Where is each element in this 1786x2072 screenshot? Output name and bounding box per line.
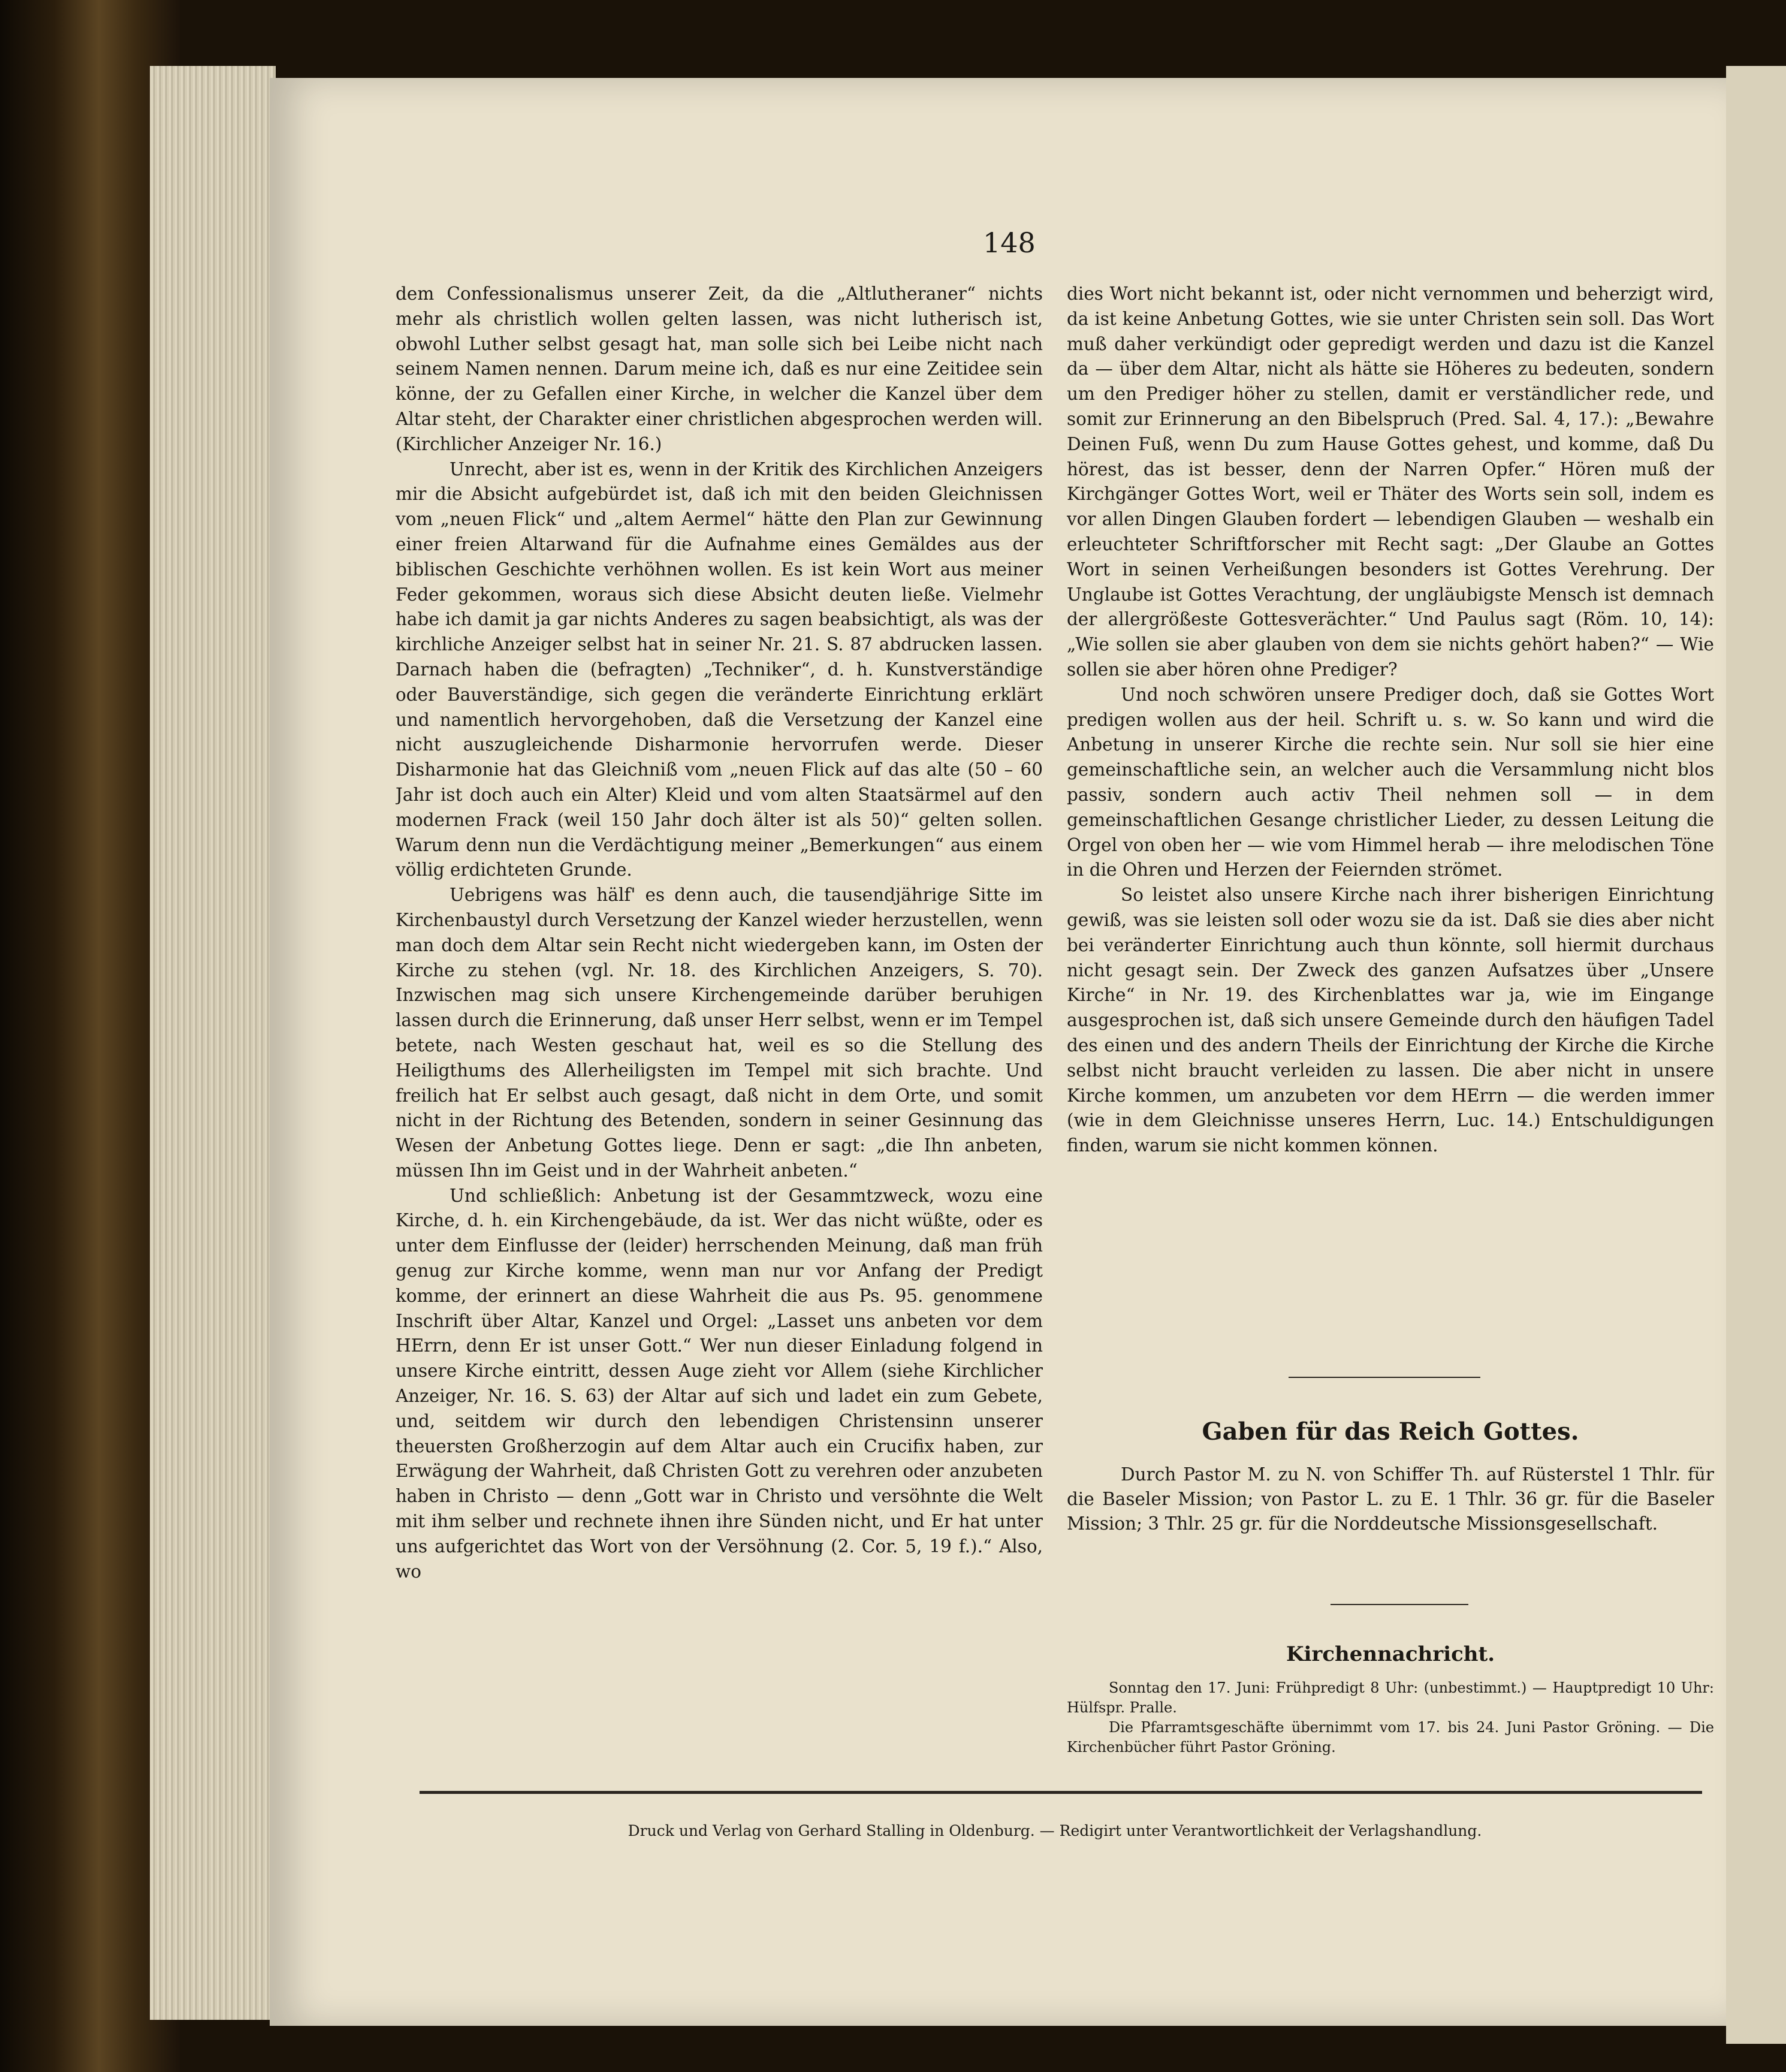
section-divider-2: [1331, 1604, 1468, 1605]
church-news-heading: Kirchennachricht.: [1286, 1642, 1495, 1666]
left-column: [396, 282, 1043, 1792]
church-news-body: [1067, 1678, 1714, 1757]
right-paragraph-3: So leistet also unsere Kirche nach ihrer bisherigen Einrichtung gewiß, was sie leisten soll oder wozu sie da ist. Daß sie dies aber nicht bei veränderter Einrichtung auch thun könnte, soll hiermit durchaus nicht gesagt sein. Der Zweck des ganzen Aufsatzes über „Unsere Kirche“ in Nr. 19. des Kirchenblattes war ja, wie im Eingange ausgesprochen ist, daß sich unsere Gemeinde durch den häufigen Tadel des einen und des andern Theils der Einrichtung der Kirche die Kirche selbst nicht braucht verleiden zu lassen. Die aber nicht in unsere Kirche kommen, um anzubeten vor dem HErrn — die werden immer (wie in dem Gleichnisse unseres Herrn, Luc. 14.) Entschuldigungen finden, warum sie nicht kommen können.: [1067, 885, 1714, 1156]
church-news-item-2: Die Pfarramtsgeschäfte übernimmt vom 17. bis 24. Juni Pastor Gröning. — Die Kirchenbücher führt Pastor Gröning.: [1067, 1719, 1714, 1756]
gifts-heading: Gaben für das Reich Gottes.: [1202, 1417, 1579, 1446]
right-paragraph-2: Und noch schwören unsere Prediger doch, daß sie Gottes Wort predigen wollen aus der heil. Schrift u. s. w. So kann und wird die Anbetung in unserer Kirche die rechte sein. Nur soll sie hier eine gemeinschaftliche sein, an welcher auch die Versammlung nicht blos passiv, sondern auch activ Theil nehmen soll — in dem gemeinschaftlichen Gesange christlicher Lieder, zu dessen Leitung die Orgel von oben her — wie vom Himmel herab — ihre melodischen Töne in die Ohren und Herzen der Feiernden strömet.: [1067, 684, 1714, 880]
gifts-text: Durch Pastor M. zu N. von Schiffer Th. auf Rüsterstel 1 Thlr. für die Baseler Mission; von Pastor L. zu E. 1 Thlr. 36 gr. für die Baseler Mission; 3 Thlr. 25 gr. für die Norddeutsche Missionsgesellschaft.: [1067, 1464, 1714, 1534]
left-paragraph-3: Uebrigens was hälf' es denn auch, die tausendjährige Sitte im Kirchenbaustyl durch Versetzung der Kanzel wieder herzustellen, wenn man doch dem Altar sein Recht nicht wiedergeben kann, im Osten der Kirche zu stehen (vgl. Nr. 18. des Kirchlichen Anzeigers, S. 70). Inzwischen mag sich unsere Kirchengemeinde darüber beruhigen lassen durch die Erinnerung, daß unser Herr selbst, wenn er im Tempel betete, nach Westen geschaut hat, weil es so die Stellung des Heiligthums des Allerheiligsten im Tempel mit sich brachte. Und freilich hat Er selbst auch gesagt, daß nicht in dem Orte, und somit nicht in der Richtung des Betenden, sondern in seiner Gesinnung das Wesen der Anbetung Gottes liege. Denn er sagt: „die Ihn anbeten, müssen Ihn im Geist und in der Wahrheit anbeten.“: [396, 885, 1043, 1181]
left-paragraph-1: dem Confessionalismus unserer Zeit, da die „Altlutheraner“ nichts mehr als christlich wollen gelten lassen, was nicht lutherisch ist, obwohl Luther selbst gesagt hat, man solle sich bei Leibe nicht nach seinem Namen nennen. Darum meine ich, daß es nur eine Zeitidee sein könne, der zu Gefallen einer Kirche, in welcher die Kanzel über dem Altar steht, der Charakter einer christlichen abgesprochen werden will. (Kirchlicher Anzeiger Nr. 16.): [396, 283, 1043, 454]
imprint-footer: Druck und Verlag von Gerhard Stalling in Oldenburg. — Redigirt unter Verantwortlichkeit der Verlagshandlung.: [627, 1822, 1482, 1839]
section-divider: [1289, 1377, 1480, 1378]
gifts-body: [1067, 1462, 1714, 1536]
church-news-item-1: Sonntag den 17. Juni: Frühpredigt 8 Uhr: (unbestimmt.) — Hauptpredigt 10 Uhr: Hülfspr. Pralle.: [1067, 1679, 1714, 1716]
footer-rule: [420, 1791, 1702, 1794]
right-paragraph-1: dies Wort nicht bekannt ist, oder nicht vernommen und beherzigt wird, da ist keine Anbetung Gottes, wie sie unter Christen sein soll. Das Wort muß daher verkündigt oder gepredigt werden und dazu ist die Kanzel da — über dem Altar, nicht als hätte sie Höheres zu bedeuten, sondern um den Prediger höher zu stellen, damit er verständlicher rede, und somit zur Erinnerung an den Bibelspruch (Pred. Sal. 4, 17.): „Bewahre Deinen Fuß, wenn Du zum Hause Gottes gehest, und komme, daß Du hörest, das ist besser, denn der Narren Opfer.“ Hören muß der Kirchgänger Gottes Wort, weil er Thäter des Worts sein soll, indem es vor allen Dingen Glauben fordert — lebendigen Glauben — weshalb ein erleuchteter Schriftforscher mit Recht sagt: „Der Glaube an Gottes Wort in seinen Verheißungen besonders ist Gottes Verehrung. Der Unglaube ist Gottes Verachtung, der ungläubigste Mensch ist demnach der allergrößeste Gottesverächter.“ Und Paulus sagt (Röm. 10, 14): „Wie sollen sie aber glauben von dem sie nichts gehört haben?“ — Wie sollen sie aber hören ohne Prediger?: [1067, 283, 1714, 680]
facing-page-edge: [1726, 66, 1786, 2044]
page-number: 148: [983, 227, 1036, 259]
right-column: [1067, 282, 1714, 1403]
left-paragraph-2: Unrecht, aber ist es, wenn in der Kritik des Kirchlichen Anzeigers mir die Absicht aufgebürdet ist, daß ich mit den beiden Gleichnissen vom „neuen Flick“ und „altem Aermel“ hätte den Plan zur Gewinnung einer freien Altarwand für die Aufnahme eines Gemäldes aus der biblischen Geschichte verhöhnen wollen. Es ist kein Wort aus meiner Feder gekommen, woraus sich diese Absicht deuten ließe. Vielmehr habe ich damit ja gar nichts Anderes zu sagen beabsichtigt, als was der kirchliche Anzeiger selbst hat in seiner Nr. 21. S. 87 abdrucken lassen. Darnach haben die (befragten) „Techniker“, d. h. Kunstverständige oder Bauverständige, sich gegen die veränderte Einrichtung erklärt und namentlich hervorgehoben, daß die Versetzung der Kanzel eine nicht auszugleichende Disharmonie hervorrufen werde. Dieser Disharmonie hat das Gleichniß vom „neuen Flick auf das alte (50 – 60 Jahr ist doch auch ein Alter) Kleid und vom alten Staatsärmel auf den modernen Frack (weil 150 Jahr doch älter ist als 50)“ gelten sollen. Warum denn nun die Verdächtigung meiner „Bemerkungen“ aus einem völlig erdichteten Grunde.: [396, 459, 1043, 880]
page-edges: [150, 66, 276, 2020]
left-paragraph-4: Und schließlich: Anbetung ist der Gesammtzweck, wozu eine Kirche, d. h. ein Kirchengebäude, da ist. Wer das nicht wüßte, oder es unter dem Einflusse der (leider) herrschenden Meinung, daß man früh genug zur Kirche komme, wenn man nur vor Anfang der Predigt komme, der erinnert an diese Wahrheit die aus Ps. 95. genommene Inschrift über Altar, Kanzel und Orgel: „Lasset uns anbeten vor dem HErrn, denn Er ist unser Gott.“ Wer nun dieser Einladung folgend in unsere Kirche eintritt, dessen Auge zieht vor Allem (siehe Kirchlicher Anzeiger, Nr. 16. S. 63) der Altar auf sich und ladet ein zum Gebete, und, seitdem wir durch den lebendigen Christensinn unserer theuersten Großherzogin auf dem Altar auch ein Crucifix haben, zur Erwägung der Wahrheit, daß Christen Gott zu verehren oder anzubeten haben in Christo — denn „Gott war in Christo und versöhnte die Welt mit ihm selber und rechnete ihnen ihre Sünden nicht, und Er hat unter uns aufgerichtet das Wort von der Versöhnung (2. Cor. 5, 19 f.).“ Also, wo: [396, 1185, 1043, 1582]
